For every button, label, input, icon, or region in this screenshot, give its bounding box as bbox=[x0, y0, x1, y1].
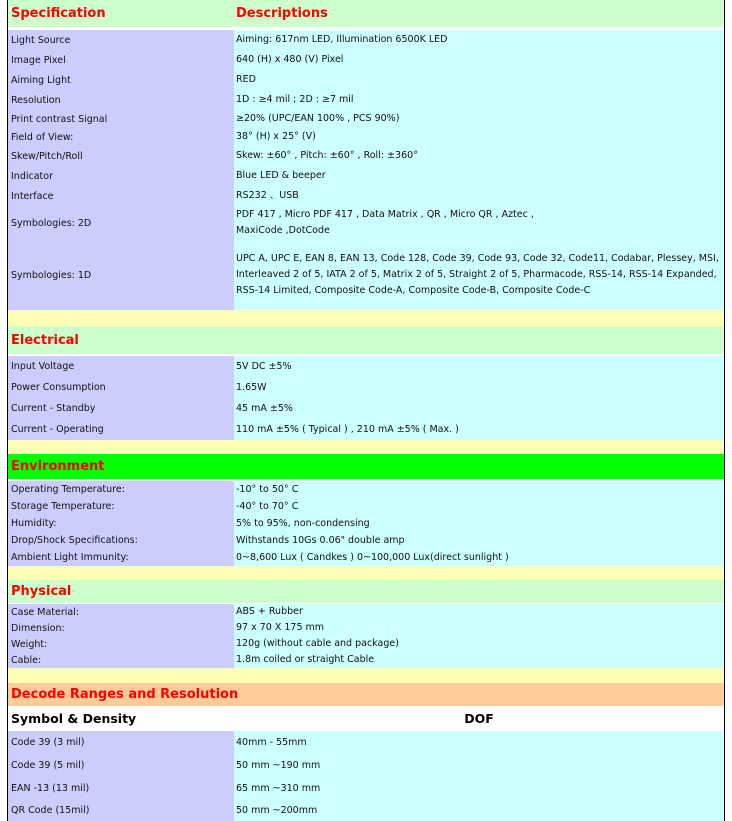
spec-label: Input Voltage bbox=[8, 356, 234, 377]
spec-value: 5% to 95%, non-condensing bbox=[234, 515, 724, 532]
physical-row bbox=[8, 652, 724, 668]
spec-value: Blue LED & beeper bbox=[234, 166, 724, 186]
environment-row bbox=[8, 481, 724, 498]
electrical-row bbox=[8, 377, 724, 398]
physical-section-title: Physical bbox=[8, 580, 724, 603]
spec-row bbox=[8, 50, 724, 70]
spec-value: ≥20% (UPC/EAN 100% , PCS 90%) bbox=[234, 110, 724, 128]
spacer-row bbox=[8, 440, 724, 454]
spec-label: Symbologies: 2D bbox=[8, 206, 234, 240]
spec-value: UPC A, UPC E, EAN 8, EAN 13, Code 128, Code 39, Code 93, Code 32, Code11, Codabar, Plessey, MSI, Interleaved 2 of 5, IATA 2 of 5, Matrix 2 of 5, Straight 2 of 5, Pharmacode, RSS-14, RSS-14 Expanded, RSS-14 Limited, Composite Code-A, Composite Code-B, Composite Code-C bbox=[234, 240, 724, 310]
spec-label: Weight: bbox=[8, 636, 234, 652]
decode-section-title: Decode Ranges and Resolution bbox=[8, 683, 724, 706]
spec-value: Skew: ±60° , Pitch: ±60° , Roll: ±360° bbox=[234, 146, 724, 166]
environment-row bbox=[8, 549, 724, 566]
symbol-label: Code 39 (3 mil) bbox=[8, 731, 234, 754]
spec-value: PDF 417 , Micro PDF 417 , Data Matrix , QR , Micro QR , Aztec , MaxiCode ,DotCode bbox=[234, 206, 724, 240]
spec-value: 640 (H) x 480 (V) Pixel bbox=[234, 50, 724, 70]
spec-label: Cable: bbox=[8, 652, 234, 668]
electrical-row bbox=[8, 419, 724, 440]
spec-row bbox=[8, 166, 724, 186]
spec-label: Print contrast Signal bbox=[8, 110, 234, 128]
spec-header-label: Specification bbox=[11, 6, 106, 21]
spec-row bbox=[8, 240, 724, 310]
spec-label: Field of View: bbox=[8, 128, 234, 146]
symbol-label: Code 39 (5 mil) bbox=[8, 754, 234, 777]
spacer-row bbox=[8, 310, 724, 326]
spec-label: Skew/Pitch/Roll bbox=[8, 146, 234, 166]
spec-header-row bbox=[8, 0, 724, 27]
environment-row bbox=[8, 515, 724, 532]
spec-row bbox=[8, 110, 724, 128]
spec-value: 97 x 70 X 175 mm bbox=[234, 620, 724, 636]
spec-value: RS232 、USB bbox=[234, 186, 724, 206]
spec-value: Aiming: 617nm LED, Illumination 6500K LED bbox=[234, 30, 724, 50]
symbol-label: EAN -13 (13 mil) bbox=[8, 777, 234, 800]
spec-label: Symbologies: 1D bbox=[8, 240, 234, 310]
spec-value: 1.65W bbox=[234, 377, 724, 398]
spec-value: 1.8m coiled or straight Cable bbox=[234, 652, 724, 668]
physical-row bbox=[8, 620, 724, 636]
spec-label: Case Material: bbox=[8, 604, 234, 620]
decode-column-header bbox=[8, 706, 724, 730]
spec-value: 0~8,600 Lux ( Candkes ) 0~100,000 Lux(direct sunlight ) bbox=[234, 549, 724, 566]
spec-value: 120g (without cable and package) bbox=[234, 636, 724, 652]
decode-row bbox=[8, 800, 724, 821]
dof-value: 65 mm ~310 mm bbox=[234, 777, 724, 800]
spec-label: Resolution bbox=[8, 90, 234, 110]
physical-row bbox=[8, 636, 724, 652]
environment-row bbox=[8, 498, 724, 515]
spec-value: 5V DC ±5% bbox=[234, 356, 724, 377]
physical-row bbox=[8, 604, 724, 620]
dof-value: 50 mm ~200mm bbox=[234, 800, 724, 821]
decode-row bbox=[8, 777, 724, 800]
spec-row bbox=[8, 128, 724, 146]
spec-label: Image Pixel bbox=[8, 50, 234, 70]
environment-section-title: Environment bbox=[8, 454, 724, 479]
electrical-section-title: Electrical bbox=[8, 326, 724, 354]
spec-label: Light Source bbox=[8, 30, 234, 50]
spec-label: Aiming Light bbox=[8, 70, 234, 90]
spec-label: Operating Temperature: bbox=[8, 481, 234, 498]
spec-label: Dimension: bbox=[8, 620, 234, 636]
spec-label: Drop/Shock Specifications: bbox=[8, 532, 234, 549]
spacer-row bbox=[8, 668, 724, 683]
spec-value: -40° to 70° C bbox=[234, 498, 724, 515]
spec-label: Current - Operating bbox=[8, 419, 234, 440]
environment-row bbox=[8, 532, 724, 549]
spec-label: Humidity: bbox=[8, 515, 234, 532]
symbol-density-header: Symbol & Density bbox=[11, 710, 137, 726]
spec-value: RED bbox=[234, 70, 724, 90]
spec-row bbox=[8, 186, 724, 206]
electrical-row bbox=[8, 398, 724, 419]
spec-sheet bbox=[7, 0, 725, 821]
spec-row bbox=[8, 206, 724, 240]
symbol-label: QR Code (15mil) bbox=[8, 800, 234, 821]
spec-value: 38° (H) x 25° (V) bbox=[234, 128, 724, 146]
decode-row bbox=[8, 731, 724, 754]
spec-value: 45 mA ±5% bbox=[234, 398, 724, 419]
decode-row bbox=[8, 754, 724, 777]
spec-label: Ambient Light Immunity: bbox=[8, 549, 234, 566]
spec-label: Current - Standby bbox=[8, 398, 234, 419]
spec-value: 110 mA ±5% ( Typical ) , 210 mA ±5% ( Max. ) bbox=[234, 419, 724, 440]
descriptions-header-label: Descriptions bbox=[236, 6, 328, 21]
spacer-row bbox=[8, 566, 724, 580]
spec-label: Indicator bbox=[8, 166, 234, 186]
dof-value: 40mm - 55mm bbox=[234, 731, 724, 754]
spec-label: Interface bbox=[8, 186, 234, 206]
spec-row bbox=[8, 30, 724, 50]
dof-header: DOF bbox=[464, 710, 494, 726]
spec-value: ABS + Rubber bbox=[234, 604, 724, 620]
electrical-row bbox=[8, 356, 724, 377]
spec-row bbox=[8, 70, 724, 90]
spec-value: Withstands 10Gs 0.06" double amp bbox=[234, 532, 724, 549]
spec-label: Storage Temperature: bbox=[8, 498, 234, 515]
spec-value: -10° to 50° C bbox=[234, 481, 724, 498]
spec-row bbox=[8, 146, 724, 166]
spec-row bbox=[8, 90, 724, 110]
spec-value: 1D : ≥4 mil ; 2D : ≥7 mil bbox=[234, 90, 724, 110]
dof-value: 50 mm ~190 mm bbox=[234, 754, 724, 777]
spec-label: Power Consumption bbox=[8, 377, 234, 398]
